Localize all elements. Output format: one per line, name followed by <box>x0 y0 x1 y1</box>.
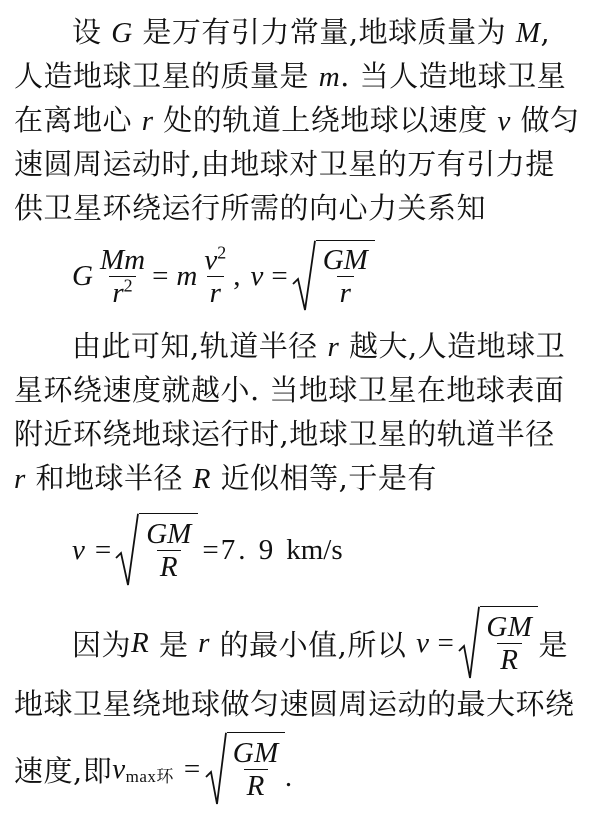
numerator: GM <box>322 244 368 276</box>
var-v: v <box>416 626 430 659</box>
velocity-unit: km/s <box>286 533 343 566</box>
var-r: r <box>112 276 124 309</box>
radicand <box>227 732 285 806</box>
text: 和地球半径 <box>25 461 193 495</box>
para2-line3: 附近环绕地球运行时,地球卫星的轨道半径 <box>14 417 555 451</box>
numerator <box>201 241 229 276</box>
var-r: r <box>327 331 340 363</box>
square-root <box>115 513 198 587</box>
square-root <box>205 732 285 806</box>
comma: , <box>233 259 241 292</box>
denominator <box>109 276 135 308</box>
fraction-GM-over-r <box>320 245 371 308</box>
denominator: R <box>244 769 268 801</box>
var-r: r <box>14 463 26 495</box>
equals-sign: = <box>271 259 288 292</box>
numerator: GM <box>486 611 533 643</box>
radicand <box>480 606 538 680</box>
var-v: v <box>497 105 511 137</box>
para3-line1 <box>72 604 568 682</box>
para3-line3: 速度,即 v $_{max环}$ = $\frac{GM}{R}$ . <box>14 730 293 808</box>
para2-line2: 星环绕速度就越小. 当地球卫星在地球表面 <box>14 373 565 407</box>
para1-line4: 速圆周运动时,由地球对卫星的万有引力提 <box>14 147 555 181</box>
text: 设 <box>72 15 112 49</box>
fraction-GM-over-R <box>230 738 282 801</box>
formula-gravity-velocity <box>72 240 375 312</box>
text: 的最小值,所以 <box>209 627 417 662</box>
var-M: M <box>515 17 541 49</box>
var-m: m <box>318 61 341 93</box>
text: 人造地球卫星的质量是 <box>14 59 319 93</box>
text: 越大,人造地球卫 <box>339 329 566 363</box>
fraction-GM-over-R <box>143 519 194 582</box>
text: . 当人造地球卫星 <box>340 59 567 93</box>
text: 是万有引力常量,地球质量为 <box>132 15 516 49</box>
para1-line1 <box>72 10 586 55</box>
text: 处的轨道上绕地球以速度 <box>153 103 498 137</box>
exponent: 2 <box>217 241 227 262</box>
radical-sign-icon <box>292 240 316 312</box>
equals-sign: = <box>202 533 219 566</box>
var-v: v <box>204 243 218 276</box>
var-r: r <box>198 626 210 659</box>
exponent: 2 <box>123 274 133 295</box>
var-G: G <box>72 259 93 292</box>
var-v-max: v <box>112 752 126 785</box>
text: 是 <box>149 627 199 662</box>
denominator: R <box>157 550 181 582</box>
para2-line4 <box>14 456 586 501</box>
radical-sign-icon <box>115 513 139 587</box>
equals-sign: = <box>94 533 112 566</box>
square-root <box>458 606 538 680</box>
square-root <box>292 240 375 312</box>
var-m: m <box>176 259 198 292</box>
text: 速度,即 <box>14 753 113 788</box>
para1-line3 <box>14 98 586 143</box>
denominator: R <box>497 643 521 675</box>
radicand <box>139 513 198 587</box>
text: 是 <box>538 627 568 662</box>
para3-line2: 地球卫星绕地球做匀速圆周运动的最大环绕 <box>14 687 575 721</box>
para2-line1 <box>72 324 586 369</box>
denominator: r <box>207 276 224 308</box>
formula-first-cosmic-velocity <box>72 512 343 588</box>
equals-sign: = <box>183 752 201 785</box>
fraction-Mm-over-r2 <box>97 245 148 308</box>
radicand <box>316 240 375 312</box>
fraction-v2-over-r <box>201 241 229 309</box>
var-v: v <box>250 259 264 292</box>
para1-line5: 供卫星环绕运行所需的向心力关系知 <box>14 191 487 225</box>
radical-sign-icon <box>205 732 227 806</box>
velocity-value: 7. 9 <box>220 533 277 566</box>
var-R: R <box>131 626 150 659</box>
text: 因为 <box>72 627 132 662</box>
radical-sign-icon <box>458 606 480 680</box>
denominator: r <box>337 276 354 308</box>
var-G: G <box>111 17 133 49</box>
fraction-GM-over-R <box>483 612 535 675</box>
equals-sign: = <box>437 626 455 659</box>
period: . <box>284 761 293 793</box>
numerator: GM <box>146 518 192 550</box>
para1-line2 <box>14 54 586 99</box>
var-R: R <box>192 463 211 495</box>
text: 在离地心 <box>14 103 142 137</box>
numerator: Mm <box>99 243 146 276</box>
text: 近似相等,于是有 <box>210 461 437 495</box>
text: 由此可知,轨道半径 <box>72 329 328 363</box>
text: 做匀 <box>510 103 580 137</box>
numerator: GM <box>232 737 279 769</box>
equals-sign: = <box>152 259 169 292</box>
var-r: r <box>141 105 154 137</box>
text: , <box>540 15 551 49</box>
var-v: v <box>72 533 85 566</box>
